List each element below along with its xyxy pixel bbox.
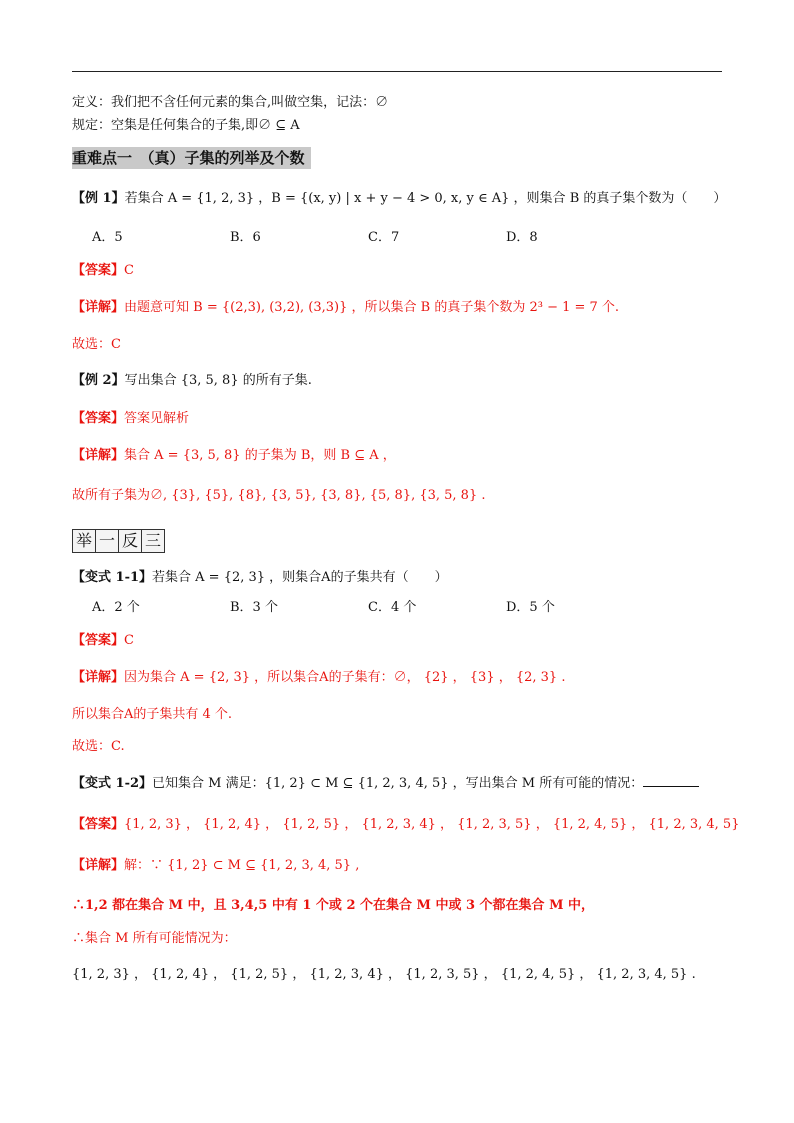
variant-1-2-question-text: 已知集合 M 满足：{1, 2} ⊂ M ⊆ {1, 2, 3, 4, 5} ，写出集合 M 所有可能的情况： [152,776,644,791]
variant-1-1-detail-2: 所以集合A的子集共有 4 个. [72,707,233,722]
practice-banner-char: 举 [72,529,95,553]
choice-c: C．7 [368,230,400,245]
section-heading: 重难点一 （真）子集的列举及个数 [72,147,311,169]
variant-1-2-detail-line-4: {1, 2, 3} ， {1, 2, 4} ， {1, 2, 5} ， {1, 2, 3, 4} ， {1, 2, 3, 5} ， {1, 2, 4, 5} ， {1, 2, 3, 4, 5} . [72,967,696,982]
variant-1-1-question [72,569,448,587]
detail-label: 【详解】 [72,300,125,315]
answer-value: {1, 2, 3} ， {1, 2, 4} ， {1, 2, 5} ， {1, 2, 3, 4} ， {1, 2, 3, 5} ， {1, 2, 4, 5} ， {1, 2, 3, 4, 5} [124,817,740,832]
choice-d: D．5 个 [506,600,555,615]
variant-1-1-choices [92,599,644,617]
variant-1-2-answer [72,816,739,834]
definition-text: 定义：我们把不含任何元素的集合,叫做空集，记法：∅ [72,95,389,110]
example-2-detail [72,447,396,465]
variant-1-1-answer [72,632,134,650]
example-2-question-text: 写出集合 {3, 5, 8} 的所有子集. [124,373,312,388]
example-2-detail-2: 故所有子集为∅, {3}, {5}, {8}, {3, 5}, {3, 8}, {5, 8}, {3, 5, 8} . [72,488,486,503]
answer-blank [643,774,699,787]
choice-b: B．3 个 [230,600,278,615]
detail-label: 【详解】 [72,670,125,685]
answer-label: 【答案】 [72,817,125,832]
choice-d: D．8 [506,230,538,245]
example-1-question-text: 若集合 A = {1, 2, 3} ，B = {(x, y) | x + y − 4 > 0, x, y ∈ A} ，则集合 B 的真子集个数为（ ） [124,191,727,206]
example-1-detail [72,299,619,317]
detail-text: 集合 A = {3, 5, 8} 的子集为 B，则 B ⊆ A ， [124,448,396,463]
answer-value: C [124,263,134,278]
practice-banner-char: 三 [141,529,165,553]
example-1-question [72,190,726,208]
answer-label: 【答案】 [72,263,125,278]
variant-1-2-question [72,774,699,793]
variant-1-1-prefix: 【变式 1-1】 [72,570,153,585]
example-2-prefix: 【例 2】 [72,373,125,388]
example-2-answer [72,410,189,428]
practice-banner-char: 一 [95,529,118,553]
choice-b: B．6 [230,230,261,245]
practice-banner [72,529,165,553]
example-1-choices [92,229,644,247]
answer-label: 【答案】 [72,411,125,426]
detail-label: 【详解】 [72,858,125,873]
variant-1-1-conclusion: 故选：C. [72,739,125,754]
practice-banner-char: 反 [118,529,141,553]
choice-a: A．5 [92,230,123,245]
answer-label: 【答案】 [72,633,125,648]
example-1-conclusion: 故选：C [72,337,121,352]
detail-text: 因为集合 A = {2, 3} ，所以集合A的子集有：∅， {2} ， {3} ， {2, 3} . [124,670,566,685]
variant-1-2-detail-line-3: ∴集合 M 所有可能情况为： [72,931,237,946]
rule-text: 规定：空集是任何集合的子集,即∅ ⊆ A [72,118,300,133]
example-2-question [72,372,312,390]
answer-value: C [124,633,134,648]
detail-label: 【详解】 [72,448,125,463]
header-rule [72,71,722,72]
answer-value: 答案见解析 [124,411,190,426]
variant-1-1-detail [72,669,565,687]
detail-text: 解：∵ {1, 2} ⊂ M ⊆ {1, 2, 3, 4, 5} , [124,858,360,873]
variant-1-1-question-text: 若集合 A = {2, 3} ，则集合A的子集共有（ ） [152,570,448,585]
variant-1-2-prefix: 【变式 1-2】 [72,776,153,791]
variant-1-2-detail-line-2: ∴1,2 都在集合 M 中，且 3,4,5 中有 1 个或 2 个在集合 M 中或 3 个都在集合 M 中， [72,898,594,913]
detail-text: 由题意可知 B = {(2,3), (3,2), (3,3)} ，所以集合 B 的真子集个数为 2³ − 1 = 7 个. [124,300,620,315]
example-1-answer [72,262,134,280]
choice-c: C．4 个 [368,600,417,615]
variant-1-2-detail [72,857,359,875]
example-1-prefix: 【例 1】 [72,191,125,206]
choice-a: A．2 个 [92,600,140,615]
